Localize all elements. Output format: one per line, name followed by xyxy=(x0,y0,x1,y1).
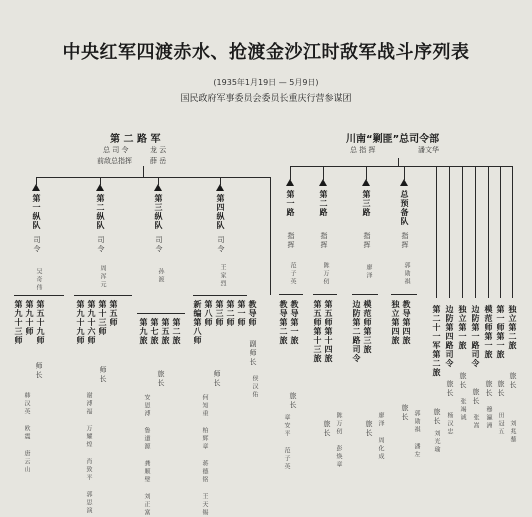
column-commander-1: 吴奇伟 xyxy=(35,268,42,292)
connector-line xyxy=(143,166,144,177)
route-name-3: 第三路 xyxy=(362,190,371,217)
route-name-1: 第一路 xyxy=(286,190,295,217)
independent-unit-7: 独立第二旅 xyxy=(508,305,517,350)
column-commander-3: 孙渡 xyxy=(157,268,164,284)
independent-unit-3: 独立第一旅 xyxy=(458,305,467,350)
divisions-col-1 xyxy=(14,300,45,345)
connector-line xyxy=(488,166,489,298)
left-hq-role2: 前敌总指挥 xyxy=(97,157,132,165)
division-role-2: 师长 xyxy=(99,366,107,384)
route-name-2: 第二路 xyxy=(319,190,328,217)
column-name-2: 第二纵队 xyxy=(96,194,105,230)
independent-role-3: 旅长 xyxy=(459,372,467,390)
route-unit-cmdr-2: 陈万仞 彭焕章 xyxy=(335,412,342,469)
arrow-up-icon xyxy=(286,179,294,186)
column-name-4: 第四纵队 xyxy=(216,194,225,230)
division-4-2: 第二师 xyxy=(226,300,235,327)
independent-role-1: 旅长 xyxy=(433,408,441,426)
division-2-2: 第十三师 xyxy=(98,300,107,336)
division-1-3: 第九十三师 xyxy=(14,300,23,345)
route-unit-role-1: 旅长 xyxy=(289,392,297,410)
route-role-4: 指挥 xyxy=(401,232,409,250)
independent-role-4: 旅长 xyxy=(472,388,480,406)
independent-unit-6: 第一师第一旅 xyxy=(496,305,505,359)
division-4-3: 第三师 xyxy=(215,300,224,327)
route-role-1: 指挥 xyxy=(287,232,295,250)
route-unit-role-2: 旅长 xyxy=(323,420,331,438)
division-1-1: 第五十九师 xyxy=(36,300,45,345)
arrow-up-icon xyxy=(32,184,40,191)
connector-line xyxy=(193,295,247,296)
route-unit-2-1: 第五师第十四旅 xyxy=(324,300,333,363)
route-role-2: 指挥 xyxy=(320,232,328,250)
route-name-4: 总预备队 xyxy=(400,190,409,226)
connector-line xyxy=(323,166,324,180)
right-hq-person: 潘文华 xyxy=(418,146,439,154)
division-2-1: 第五师 xyxy=(109,300,118,327)
route-unit-role-3: 旅长 xyxy=(365,420,373,438)
division-4-4: 第八师 xyxy=(204,300,213,327)
independent-unit-4: 边防第一路司令 xyxy=(471,305,480,368)
left-hq-person1: 龙 云 xyxy=(150,146,167,154)
connector-line xyxy=(313,294,337,295)
divisions-col-2 xyxy=(76,300,118,345)
connector-line xyxy=(512,166,513,298)
division-role-1: 师长 xyxy=(35,362,43,380)
division-2-4: 第九十九师 xyxy=(76,300,85,345)
connector-line xyxy=(462,166,463,298)
connector-line xyxy=(475,166,476,298)
route-commander-4: 郭勋祺 xyxy=(403,262,410,286)
training-division-role: 副师长 xyxy=(249,340,257,367)
connector-line xyxy=(398,158,399,166)
division-role-4: 师长 xyxy=(213,370,221,388)
arrow-up-icon xyxy=(216,184,224,191)
column-role-3: 司令 xyxy=(155,236,163,254)
independent-unit-2: 边防第四路司令 xyxy=(445,305,454,368)
connector-line xyxy=(404,166,405,180)
right-hq-name: 川南“剿匪”总司令部 xyxy=(346,134,440,145)
route-unit-4-2: 独立第四旅 xyxy=(391,300,400,345)
column-role-1: 司令 xyxy=(33,236,41,254)
route-unit-cmdr-4: 郭勋祺 潘左 xyxy=(413,410,420,459)
independent-person-7: 刘兆藜 xyxy=(509,420,516,444)
column-commander-2: 周浑元 xyxy=(99,265,106,289)
independent-unit-5: 模范师第一旅 xyxy=(484,305,493,359)
independent-person-4: 张嵩 xyxy=(472,414,479,430)
route-commander-1: 范子英 xyxy=(289,262,296,286)
division-2-3: 第九十六师 xyxy=(87,300,96,345)
route-units-1 xyxy=(279,300,299,345)
independent-role-2: 旅长 xyxy=(446,380,454,398)
date-range: (1935年1月19日 — 5月9日) xyxy=(213,78,319,87)
independent-role-7: 旅长 xyxy=(509,372,517,390)
column-commander-4: 王家烈 xyxy=(219,264,226,288)
connector-line xyxy=(137,313,185,314)
division-cmdr-1: 韩汉英 欧震 唐云山 xyxy=(23,392,30,474)
arrow-up-icon xyxy=(362,179,370,186)
left-hq-name: 第 二 路 军 xyxy=(110,134,161,145)
division-role-3: 旅长 xyxy=(157,370,165,388)
connector-line xyxy=(290,166,291,180)
independent-person-5: 穆瀛洲 xyxy=(485,406,492,430)
right-hq-role: 总 指 挥 xyxy=(350,146,376,154)
column-role-2: 司令 xyxy=(97,236,105,254)
arrow-up-icon xyxy=(319,179,327,186)
division-4-5: 新编第八师 xyxy=(193,300,202,345)
route-unit-2-2: 第五师第十三旅 xyxy=(313,300,322,363)
page-title: 中央红军四渡赤水、抢渡金沙江时敌军战斗序列表 xyxy=(62,42,470,63)
arrow-up-icon xyxy=(154,184,162,191)
route-unit-cmdr-1: 章安平 范子英 xyxy=(283,414,290,471)
route-unit-1-1: 教导第一旅 xyxy=(290,300,299,345)
connector-line xyxy=(279,294,303,295)
independent-role-6: 旅长 xyxy=(497,380,505,398)
brigade-3-3: 第七旅 xyxy=(150,318,159,345)
connector-line xyxy=(449,166,450,298)
training-division-person: 侯汉佑 xyxy=(251,375,258,399)
connector-line xyxy=(74,295,132,296)
connector-line xyxy=(270,177,271,295)
independent-person-6: 田冠五 xyxy=(497,412,504,436)
division-1-2: 第九十师 xyxy=(25,300,34,336)
connector-line xyxy=(366,166,367,180)
brigade-3-4: 第九旅 xyxy=(139,318,148,345)
independent-role-5: 旅长 xyxy=(485,380,493,398)
division-4-1: 第一师 xyxy=(237,300,246,327)
brigade-3-2: 第五旅 xyxy=(161,318,170,345)
route-units-4 xyxy=(391,300,411,345)
connector-line xyxy=(436,166,437,298)
independent-person-1: 刘光瑜 xyxy=(433,430,440,454)
connector-line xyxy=(352,294,378,295)
independent-person-3: 张竭诚 xyxy=(459,398,466,422)
route-role-3: 指挥 xyxy=(363,232,371,250)
brigade-3-1: 第二旅 xyxy=(172,318,181,345)
independent-person-2: 杨汉忠 xyxy=(446,412,453,436)
left-hq-person2: 薛 岳 xyxy=(150,157,167,165)
route-unit-3-2: 边防第二路司令 xyxy=(352,300,361,363)
route-commander-2: 陈万仞 xyxy=(322,262,329,286)
independent-unit-1: 第二十一军第二旅 xyxy=(432,305,441,377)
divisions-col-4 xyxy=(193,300,246,345)
route-unit-4-1: 教导第四旅 xyxy=(402,300,411,345)
route-units-2 xyxy=(313,300,333,363)
arrow-up-icon xyxy=(400,179,408,186)
left-hq-role1: 总 司 令 xyxy=(103,146,129,154)
column-role-4: 司令 xyxy=(217,236,225,254)
route-commander-3: 廖泽 xyxy=(365,264,372,280)
arrow-up-icon xyxy=(96,184,104,191)
route-unit-cmdr-3: 廖泽 周化成 xyxy=(377,412,384,461)
division-cmdr-3: 安恩溥 鲁道源 龚顺璧 刘正富 xyxy=(143,394,150,517)
brigades-col-3 xyxy=(139,318,181,345)
column-name-1: 第一纵队 xyxy=(32,194,41,230)
training-division: 教导师 xyxy=(248,300,257,327)
route-unit-1-2: 教导第二旅 xyxy=(279,300,288,345)
connector-line xyxy=(391,294,417,295)
division-cmdr-2: 谢溥福 万耀煌 肖致平 郭思演 xyxy=(85,392,92,515)
division-cmdr-4: 何知重 柏辉章 蒋德铭 王天锡 xyxy=(201,394,208,517)
route-unit-3-1: 模范师第三旅 xyxy=(363,300,372,354)
source-caption: 国民政府军事委员会委员长重庆行营参谋团 xyxy=(180,94,352,104)
route-unit-role-4: 旅长 xyxy=(401,404,409,422)
connector-line xyxy=(14,295,64,296)
column-name-3: 第三纵队 xyxy=(154,194,163,230)
route-units-3 xyxy=(352,300,372,363)
connector-line xyxy=(36,177,271,178)
connector-line xyxy=(500,166,501,298)
